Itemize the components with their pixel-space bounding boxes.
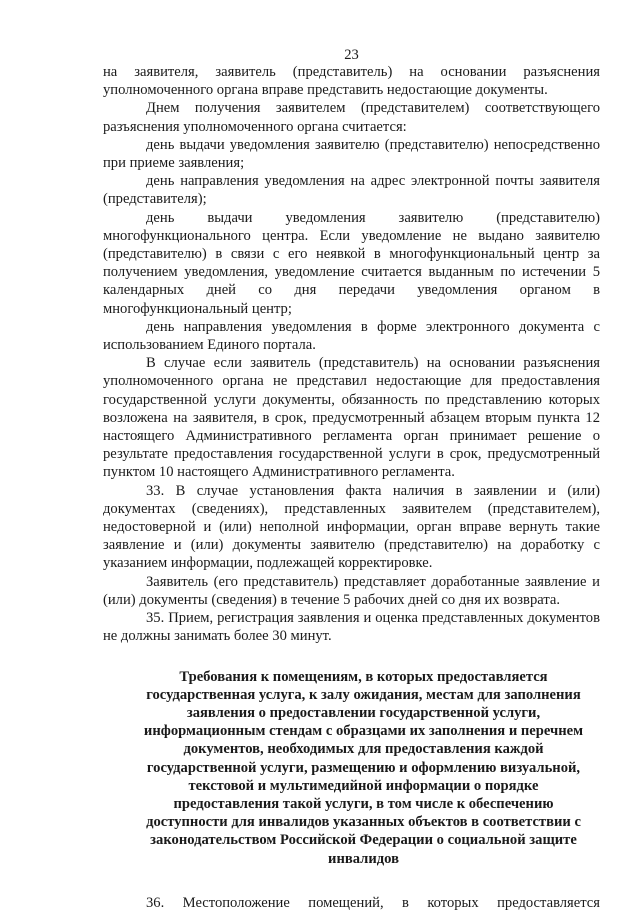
section-heading-line: текстовой и мультимедийной информации о порядке bbox=[188, 777, 539, 794]
paragraph: день выдачи уведомления заявителю (представителю) непосредственно при приеме заявления; bbox=[103, 136, 600, 172]
section-heading-line: документов, необходимых для предоставления каждой bbox=[183, 741, 544, 758]
paragraph: день направления уведомления на адрес электронной почты заявителя (представителя); bbox=[103, 173, 600, 208]
paragraph: день выдачи уведомления заявителю (представителю) многофункционального центра. Если уведомление не выдано заявителю (представителю) в связи с его неявкой в многофункциональный центр за получением уведомления, уведомление считается выданным по истечении 5 календарных дней со дня передачи уведомления органом в многофункциональный центр; bbox=[103, 209, 600, 317]
section-heading-line: предоставления такой услуги, в том числе к обеспечению bbox=[173, 795, 554, 812]
paragraph: Заявитель (его представитель) представляет доработанные заявление и (или) документы (сведения) в течение 5 рабочих дней со дня их возврата. bbox=[103, 573, 600, 608]
section-heading-line: информационным стендам с образцами их заполнения и перечнем bbox=[143, 723, 584, 740]
section-heading-line: заявления о предоставлении государственной услуги, bbox=[186, 704, 541, 721]
page-number: 23 bbox=[344, 47, 359, 63]
section-heading-line: законодательством Российской Федерации о социальной защите bbox=[150, 832, 577, 849]
paragraph: Днем получения заявителем (представителем) соответствующего разъяснения уполномоченного органа считается: bbox=[103, 100, 600, 135]
section-heading bbox=[129, 668, 598, 868]
paragraph: 33. В случае установления факта наличия в заявлении и (или) документах (сведениях), представленных заявителем (представителем), недостоверной и (или) неполной информации, орган вправе вернуть такие заявление и (или) документы заявителю (представителю) на доработку с указанием информации, подлежащей корректировке. bbox=[103, 482, 600, 572]
section-heading-line: инвалидов bbox=[328, 850, 399, 867]
paragraph: В случае если заявитель (представитель) на основании разъяснения уполномоченного органа не представил недостающие для предоставления государственной услуги документы, обязанность по представлению которых возложена на заявителя, в срок, предусмотренный абзацем вторым пункта 12 настоящего Административного регламента орган принимает решение о результате предоставления государственной услуги в срок, предусмотренный пунктом 10 настоящего Административного регламента. bbox=[103, 355, 600, 481]
section-heading-line: доступности для инвалидов указанных объектов в соответствии с bbox=[146, 814, 581, 831]
paragraph: 35. Прием, регистрация заявления и оценка представленных документов не должны занимать более 30 минут. bbox=[103, 610, 600, 645]
body-text bbox=[103, 63, 600, 646]
paragraph: день направления уведомления в форме электронного документа с использованием Единого портала. bbox=[103, 318, 600, 354]
section-heading-line: государственной услуги, размещению и оформлению визуальной, bbox=[146, 759, 581, 776]
paragraph-36-start: 36. Местоположение помещений, в которых предоставляется bbox=[146, 894, 600, 911]
paragraph: на заявителя, заявитель (представитель) на основании разъяснения уполномоченного органа вправе представить недостающие документы. bbox=[103, 64, 600, 99]
section-heading-line: Требования к помещениям, в которых предоставляется bbox=[179, 668, 548, 685]
section-heading-line: государственная услуга, к залу ожидания, местам для заполнения bbox=[146, 686, 581, 703]
